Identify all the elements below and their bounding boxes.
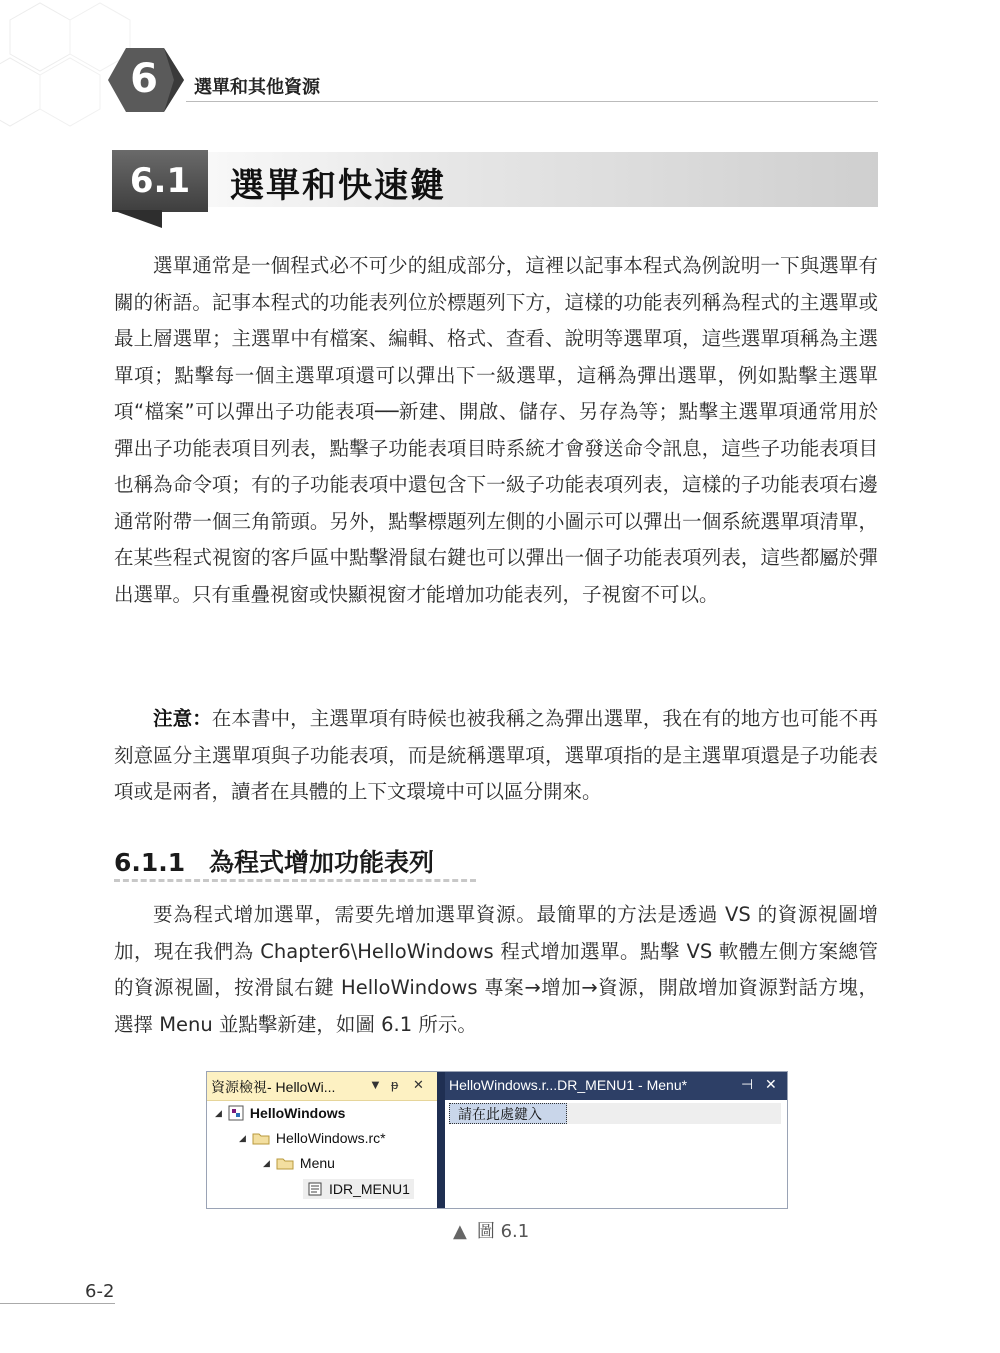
section-tab-tail [112,210,164,230]
collapse-triangle-icon[interactable]: ◢ [215,1107,222,1118]
tree-node-rc-file[interactable] [239,1130,386,1146]
resource-view-header[interactable] [207,1072,437,1101]
section-number: 6.1 [112,150,208,212]
section-title: 選單和快速鍵 [230,166,446,206]
close-icon[interactable]: ✕ [765,1076,777,1092]
paragraph-intro: 選單通常是一個程式必不可少的組成部分，這裡以記事本程式為例說明一下與選單有關的術語。記事本程式的功能表列位於標題列下方，這樣的功能表列稱為程式的主選單或最上層選單；主選單中有檔案、編輯、格式、查看、說明等選單項，這些選單項稱為主選單項；點擊每一個主選單項還可以彈出下一級選單，這稱為彈出選單，例如點擊主選單項“檔案”可以彈出子功能表項──新建、開啟、儲存、另存為等；點擊主選單項通常用於彈出子功能表項目列表，點擊子功能表項目時系統才會發送命令訊息，這些子功能表項目也稱為命令項；有的子功能表項中還包含下一級子功能表項列表，這樣的子功能表項右邊通常附帶一個三角箭頭。另外，點擊標題列左側的小圖示可以彈出一個系統選單項清單，在某些程式視窗的客戶區中點擊滑鼠右鍵也可以彈出一個子功能表項列表，這些都屬於彈出選單。只有重疊視窗或快顯視窗才能增加功能表列，子視窗不可以。 [114,254,878,606]
footer-divider [0,1303,115,1304]
menu-type-here-box[interactable]: 請在此處鍵入 [449,1103,567,1124]
tree-item-label: IDR_MENU1 [329,1181,410,1197]
collapse-triangle-icon[interactable]: ◢ [263,1157,270,1168]
subsection-title: 為程式增加功能表列 [209,848,435,877]
menu-editor-pane [445,1072,787,1208]
chapter-title: 選單和其他資源 [194,77,320,98]
pane-splitter[interactable] [437,1072,445,1208]
chapter-number: 6 [130,56,158,102]
menu-editor-title: HelloWindows.r...DR_MENU1 - Menu* [449,1077,688,1093]
subsection-heading [114,843,434,879]
subsection-number: 6.1.1 [114,848,186,877]
tree-rc-label: HelloWindows.rc* [275,1130,386,1146]
tree-node-menu-resource[interactable] [303,1179,414,1199]
paragraph-add-menu: 要為程式增加選單，需要先增加選單資源。最簡單的方法是透過 VS 的資源視圖增加，現在我們為 Chapter6\HelloWindows 程式增加選單。點擊 VS 軟體左側方案總管的資源視圖，按滑鼠右鍵 HelloWindows 專案→增加→資源，開啟增加資源對話方塊，選擇 Menu 並點擊新建，如圖 6.1 所示。 [114,903,878,1036]
figure-screenshot [206,1071,788,1209]
tree-node-project[interactable] [215,1105,345,1121]
tree-node-menu-folder[interactable] [263,1155,335,1171]
subsection-underline [114,879,476,882]
section-heading-band [112,152,878,207]
collapse-triangle-icon[interactable]: ◢ [239,1132,246,1143]
folder-icon [276,1156,294,1170]
project-icon [228,1105,244,1121]
page-number: 6-2 [85,1281,115,1302]
tree-project-label: HelloWindows [249,1105,346,1121]
note-text: 在本書中，主選單項有時候也被我稱之為彈出選單，我在有的地方也可能不再刻意區分主選單項與子功能表項，而是統稱選單項，選單項指的是主選單項還是子功能表項或是兩者，讀者在具體的上下文環境中可以區分開來。 [114,707,878,803]
resource-view-title: 資源檢視- HelloWi... [211,1079,336,1095]
paragraph-note [114,701,878,811]
figure-caption [453,1217,529,1243]
folder-icon [252,1131,270,1145]
menu-editor-tab[interactable] [445,1072,787,1100]
caption-triangle-icon: ▲ [453,1221,467,1242]
close-icon[interactable]: ✕ [413,1077,424,1092]
tree-menu-label: Menu [299,1155,335,1171]
caption-text: 圖 6.1 [476,1221,530,1242]
dropdown-icon[interactable]: ▼ [369,1077,382,1092]
resource-view-pane [207,1072,437,1208]
pin-icon[interactable]: ᵽ [391,1077,399,1092]
header-divider [186,101,878,102]
note-label: 注意： [153,707,212,730]
pin-icon[interactable]: ⊣ [741,1076,754,1092]
menu-resource-icon [307,1181,323,1197]
